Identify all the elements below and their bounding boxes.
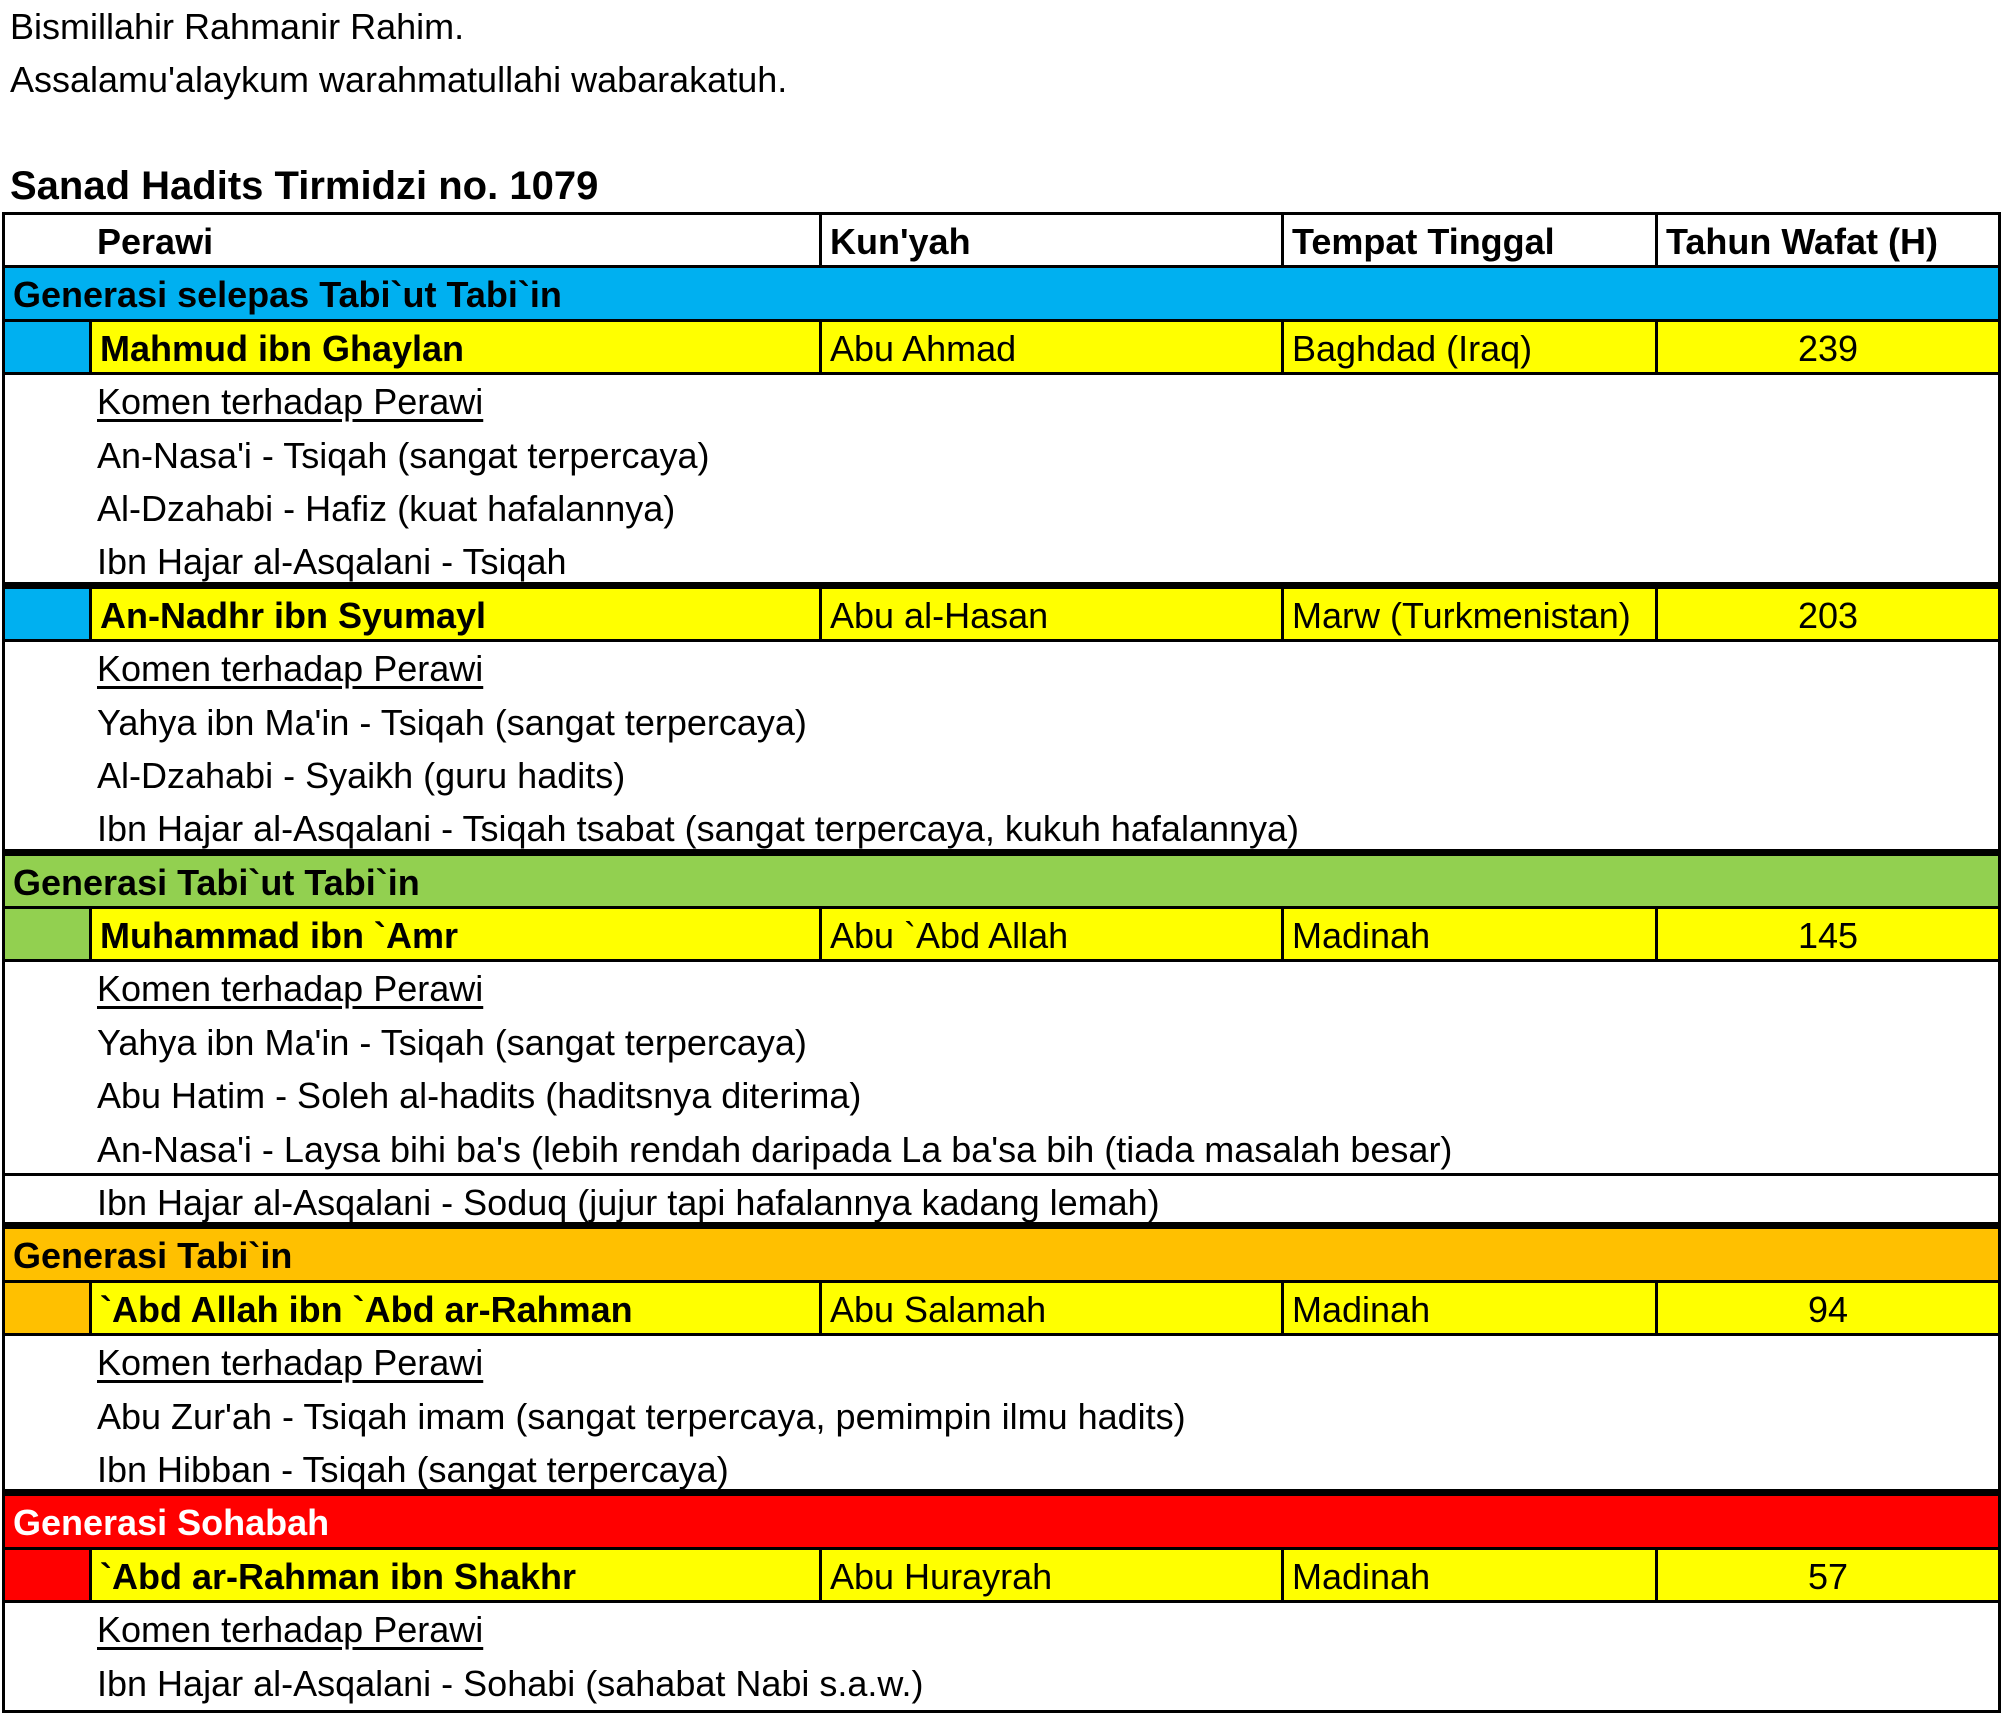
comment-row	[5, 535, 1998, 588]
comment-heading-row	[5, 642, 1998, 695]
comment-heading: Komen terhadap Perawi	[97, 381, 484, 423]
column-header-tahun-wafat: Tahun Wafat (H)	[1655, 215, 1998, 265]
narrator-row-mahmud-ibn-ghaylan	[5, 322, 1998, 375]
comment-row	[5, 1176, 1998, 1229]
comment-row	[5, 429, 1998, 482]
comment-text: An-Nasa'i - Tsiqah (sangat terpercaya)	[97, 434, 710, 476]
narrator-kunyah: Abu al-Hasan	[819, 589, 1281, 639]
table-header-row	[5, 215, 1998, 268]
narrator-tempat-tinggal: Madinah	[1281, 1283, 1655, 1333]
narrator-row-an-nadhr-ibn-syumayl	[5, 589, 1998, 642]
comment-text: Ibn Hajar al-Asqalani - Sohabi (sahabat Nabi s.a.w.)	[97, 1662, 924, 1704]
comment-text: Abu Hatim - Soleh al-hadits (haditsnya diterima)	[97, 1075, 862, 1117]
comment-heading-row	[5, 1336, 1998, 1389]
comment-text: Yahya ibn Ma'in - Tsiqah (sangat terpercaya)	[97, 1021, 807, 1063]
narrator-kunyah: Abu Ahmad	[819, 322, 1281, 372]
greeting-salam: Assalamu'alaykum warahmatullahi wabarakatuh.	[10, 59, 788, 100]
narrator-tahun-wafat: 94	[1655, 1283, 1998, 1333]
comment-text: Al-Dzahabi - Hafiz (kuat hafalannya)	[97, 487, 676, 529]
narrator-tempat-tinggal: Madinah	[1281, 909, 1655, 959]
comment-row	[5, 1657, 1998, 1710]
comment-heading-row	[5, 1603, 1998, 1656]
generation-marker	[5, 1550, 89, 1600]
generation-marker	[5, 322, 89, 372]
narrator-tahun-wafat: 145	[1655, 909, 1998, 959]
generation-marker	[5, 589, 89, 639]
comment-row	[5, 1069, 1998, 1122]
comment-row	[5, 802, 1998, 855]
comment-row	[5, 696, 1998, 749]
narrator-name: Mahmud ibn Ghaylan	[89, 322, 819, 372]
narrator-tahun-wafat: 203	[1655, 589, 1998, 639]
narrator-row-muhammad-ibn-amr	[5, 909, 1998, 962]
generation-row-selepas-tabiut-tabiin: Generasi selepas Tabi`ut Tabi`in	[5, 268, 1998, 321]
comment-row	[5, 1123, 1998, 1176]
sanad-table	[2, 212, 2001, 1713]
narrator-tempat-tinggal: Marw (Turkmenistan)	[1281, 589, 1655, 639]
narrator-kunyah: Abu Hurayrah	[819, 1550, 1281, 1600]
column-header-kunyah: Kun'yah	[819, 215, 1281, 265]
comment-row	[5, 1443, 1998, 1496]
comment-row	[5, 482, 1998, 535]
comment-text: Ibn Hajar al-Asqalani - Tsiqah tsabat (sangat terpercaya, kukuh hafalannya)	[97, 808, 1300, 850]
comment-text: Ibn Hajar al-Asqalani - Soduq (jujur tapi hafalannya kadang lemah)	[97, 1182, 1160, 1224]
comment-text: Yahya ibn Ma'in - Tsiqah (sangat terpercaya)	[97, 701, 807, 743]
narrator-kunyah: Abu `Abd Allah	[819, 909, 1281, 959]
comment-text: Abu Zur'ah - Tsiqah imam (sangat terpercaya, pemimpin ilmu hadits)	[97, 1395, 1186, 1437]
document-title: Sanad Hadits Tirmidzi no. 1079	[10, 164, 599, 208]
narrator-tahun-wafat: 57	[1655, 1550, 1998, 1600]
narrator-row-abd-ar-rahman-ibn-shakhr	[5, 1550, 1998, 1603]
narrator-row-abd-allah-ibn-abd-ar-rahman	[5, 1283, 1998, 1336]
comment-heading-row	[5, 375, 1998, 428]
comment-heading: Komen terhadap Perawi	[97, 1609, 484, 1651]
comment-heading: Komen terhadap Perawi	[97, 648, 484, 690]
comment-text: An-Nasa'i - Laysa bihi ba's (lebih rendah daripada La ba'sa bih (tiada masalah besar)	[97, 1128, 1453, 1170]
column-header-tempat-tinggal: Tempat Tinggal	[1281, 215, 1655, 265]
narrator-tahun-wafat: 239	[1655, 322, 1998, 372]
comment-heading: Komen terhadap Perawi	[97, 1342, 484, 1384]
comment-row	[5, 1390, 1998, 1443]
narrator-kunyah: Abu Salamah	[819, 1283, 1281, 1333]
generation-row-tabiut-tabiin: Generasi Tabi`ut Tabi`in	[5, 856, 1998, 909]
comment-text: Ibn Hajar al-Asqalani - Tsiqah	[97, 541, 567, 583]
comment-heading-row	[5, 962, 1998, 1015]
narrator-tempat-tinggal: Baghdad (Iraq)	[1281, 322, 1655, 372]
comment-row	[5, 1016, 1998, 1069]
narrator-tempat-tinggal: Madinah	[1281, 1550, 1655, 1600]
greeting-bismillah: Bismillahir Rahmanir Rahim.	[10, 6, 465, 47]
generation-marker	[5, 1283, 89, 1333]
narrator-name: `Abd Allah ibn `Abd ar-Rahman	[89, 1283, 819, 1333]
narrator-name: An-Nadhr ibn Syumayl	[89, 589, 819, 639]
comment-text: Ibn Hibban - Tsiqah (sangat terpercaya)	[97, 1448, 729, 1490]
generation-row-tabiin: Generasi Tabi`in	[5, 1229, 1998, 1282]
narrator-name: `Abd ar-Rahman ibn Shakhr	[89, 1550, 819, 1600]
comment-row	[5, 749, 1998, 802]
comment-heading: Komen terhadap Perawi	[97, 968, 484, 1010]
narrator-name: Muhammad ibn `Amr	[89, 909, 819, 959]
generation-marker	[5, 909, 89, 959]
generation-row-sohabah: Generasi Sohabah	[5, 1496, 1998, 1549]
comment-text: Al-Dzahabi - Syaikh (guru hadits)	[97, 754, 626, 796]
column-header-perawi: Perawi	[97, 221, 214, 262]
